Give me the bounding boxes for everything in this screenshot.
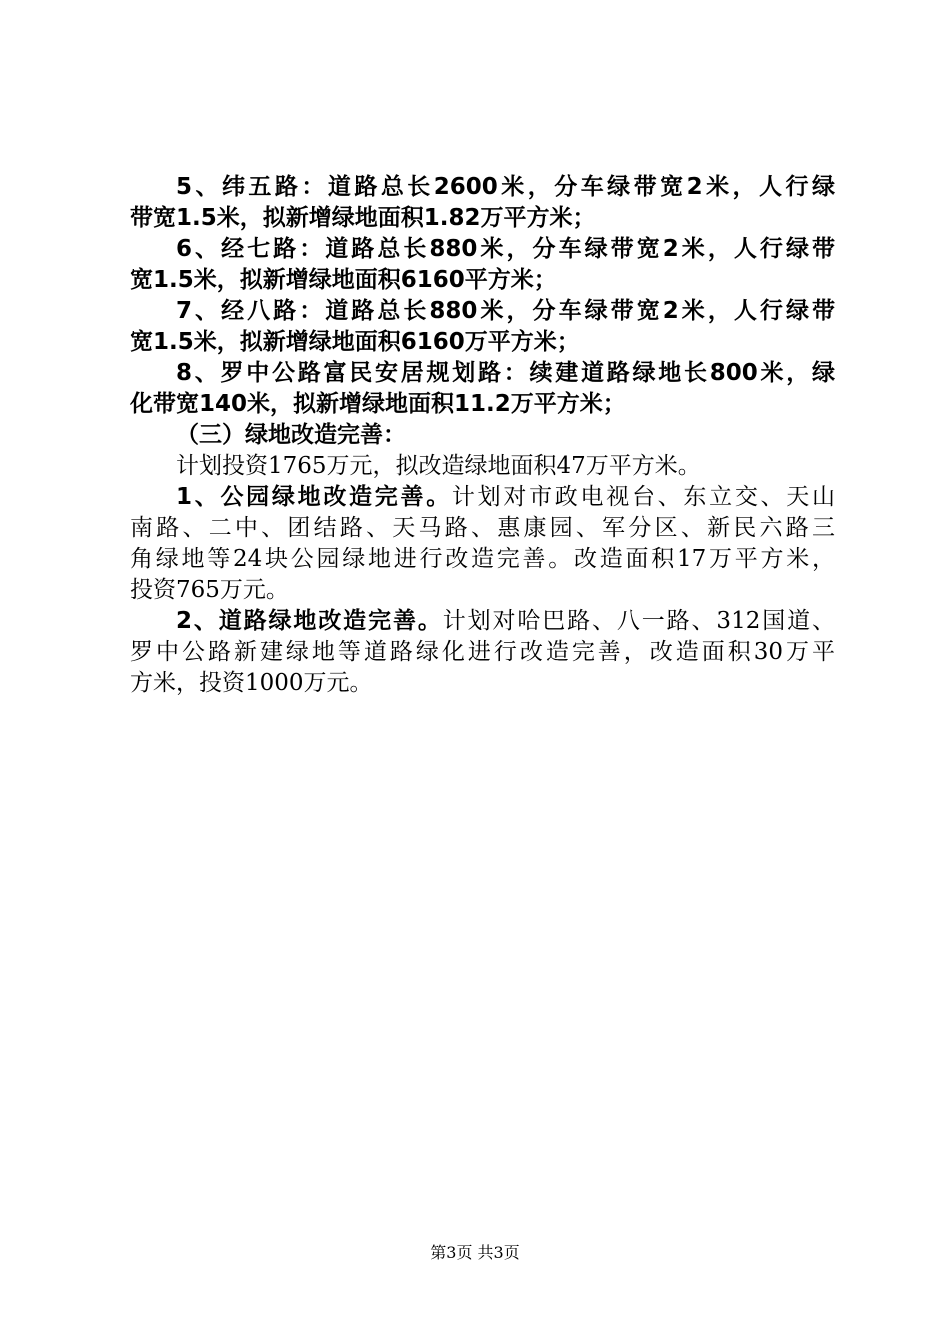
item-text: 计划对市政电视台、东立交、天山 bbox=[451, 484, 835, 510]
text-line: 6、经七路：道路总长880米，分车绿带宽2米，人行绿带 bbox=[176, 236, 835, 262]
text-line: 宽1.5米，拟新增绿地面积6160万平方米； bbox=[130, 329, 580, 355]
text-line: 宽1.5米，拟新增绿地面积6160平方米； bbox=[130, 267, 557, 293]
item-text: 计划对哈巴路、八一路、312国道、 bbox=[442, 608, 835, 634]
text-line: 5、纬五路：道路总长2600米，分车绿带宽2米，人行绿 bbox=[176, 174, 835, 200]
text-line: 化带宽140米，拟新增绿地面积11.2万平方米； bbox=[130, 391, 626, 417]
page-footer: 第3页 共3页 bbox=[430, 1243, 520, 1262]
text-line: 方米，投资1000万元。 bbox=[130, 670, 373, 696]
text-line: 7、经八路：道路总长880米，分车绿带宽2米，人行绿带 bbox=[176, 298, 835, 324]
item-lead: 1、公园绿地改造完善。 bbox=[176, 484, 452, 510]
text-line: 罗中公路新建绿地等道路绿化进行改造完善，改造面积30万平 bbox=[130, 639, 835, 665]
text-line: 角绿地等24块公园绿地进行改造完善。改造面积17万平方米， bbox=[130, 546, 835, 572]
text-line: 带宽1.5米，拟新增绿地面积1.82万平方米； bbox=[130, 205, 596, 231]
text-line bbox=[130, 606, 835, 637]
text-line: 8、罗中公路富民安居规划路：续建道路绿地长800米，绿 bbox=[176, 360, 835, 386]
section-heading: （三）绿地改造完善： bbox=[176, 422, 406, 448]
document-body bbox=[130, 172, 835, 699]
text-line: 计划投资1765万元，拟改造绿地面积47万平方米。 bbox=[176, 453, 701, 479]
text-line: 投资765万元。 bbox=[130, 577, 289, 603]
text-line: 南路、二中、团结路、天马路、惠康园、军分区、新民六路三 bbox=[130, 515, 835, 541]
item-lead: 2、道路绿地改造完善。 bbox=[176, 608, 443, 634]
text-line bbox=[130, 482, 835, 513]
